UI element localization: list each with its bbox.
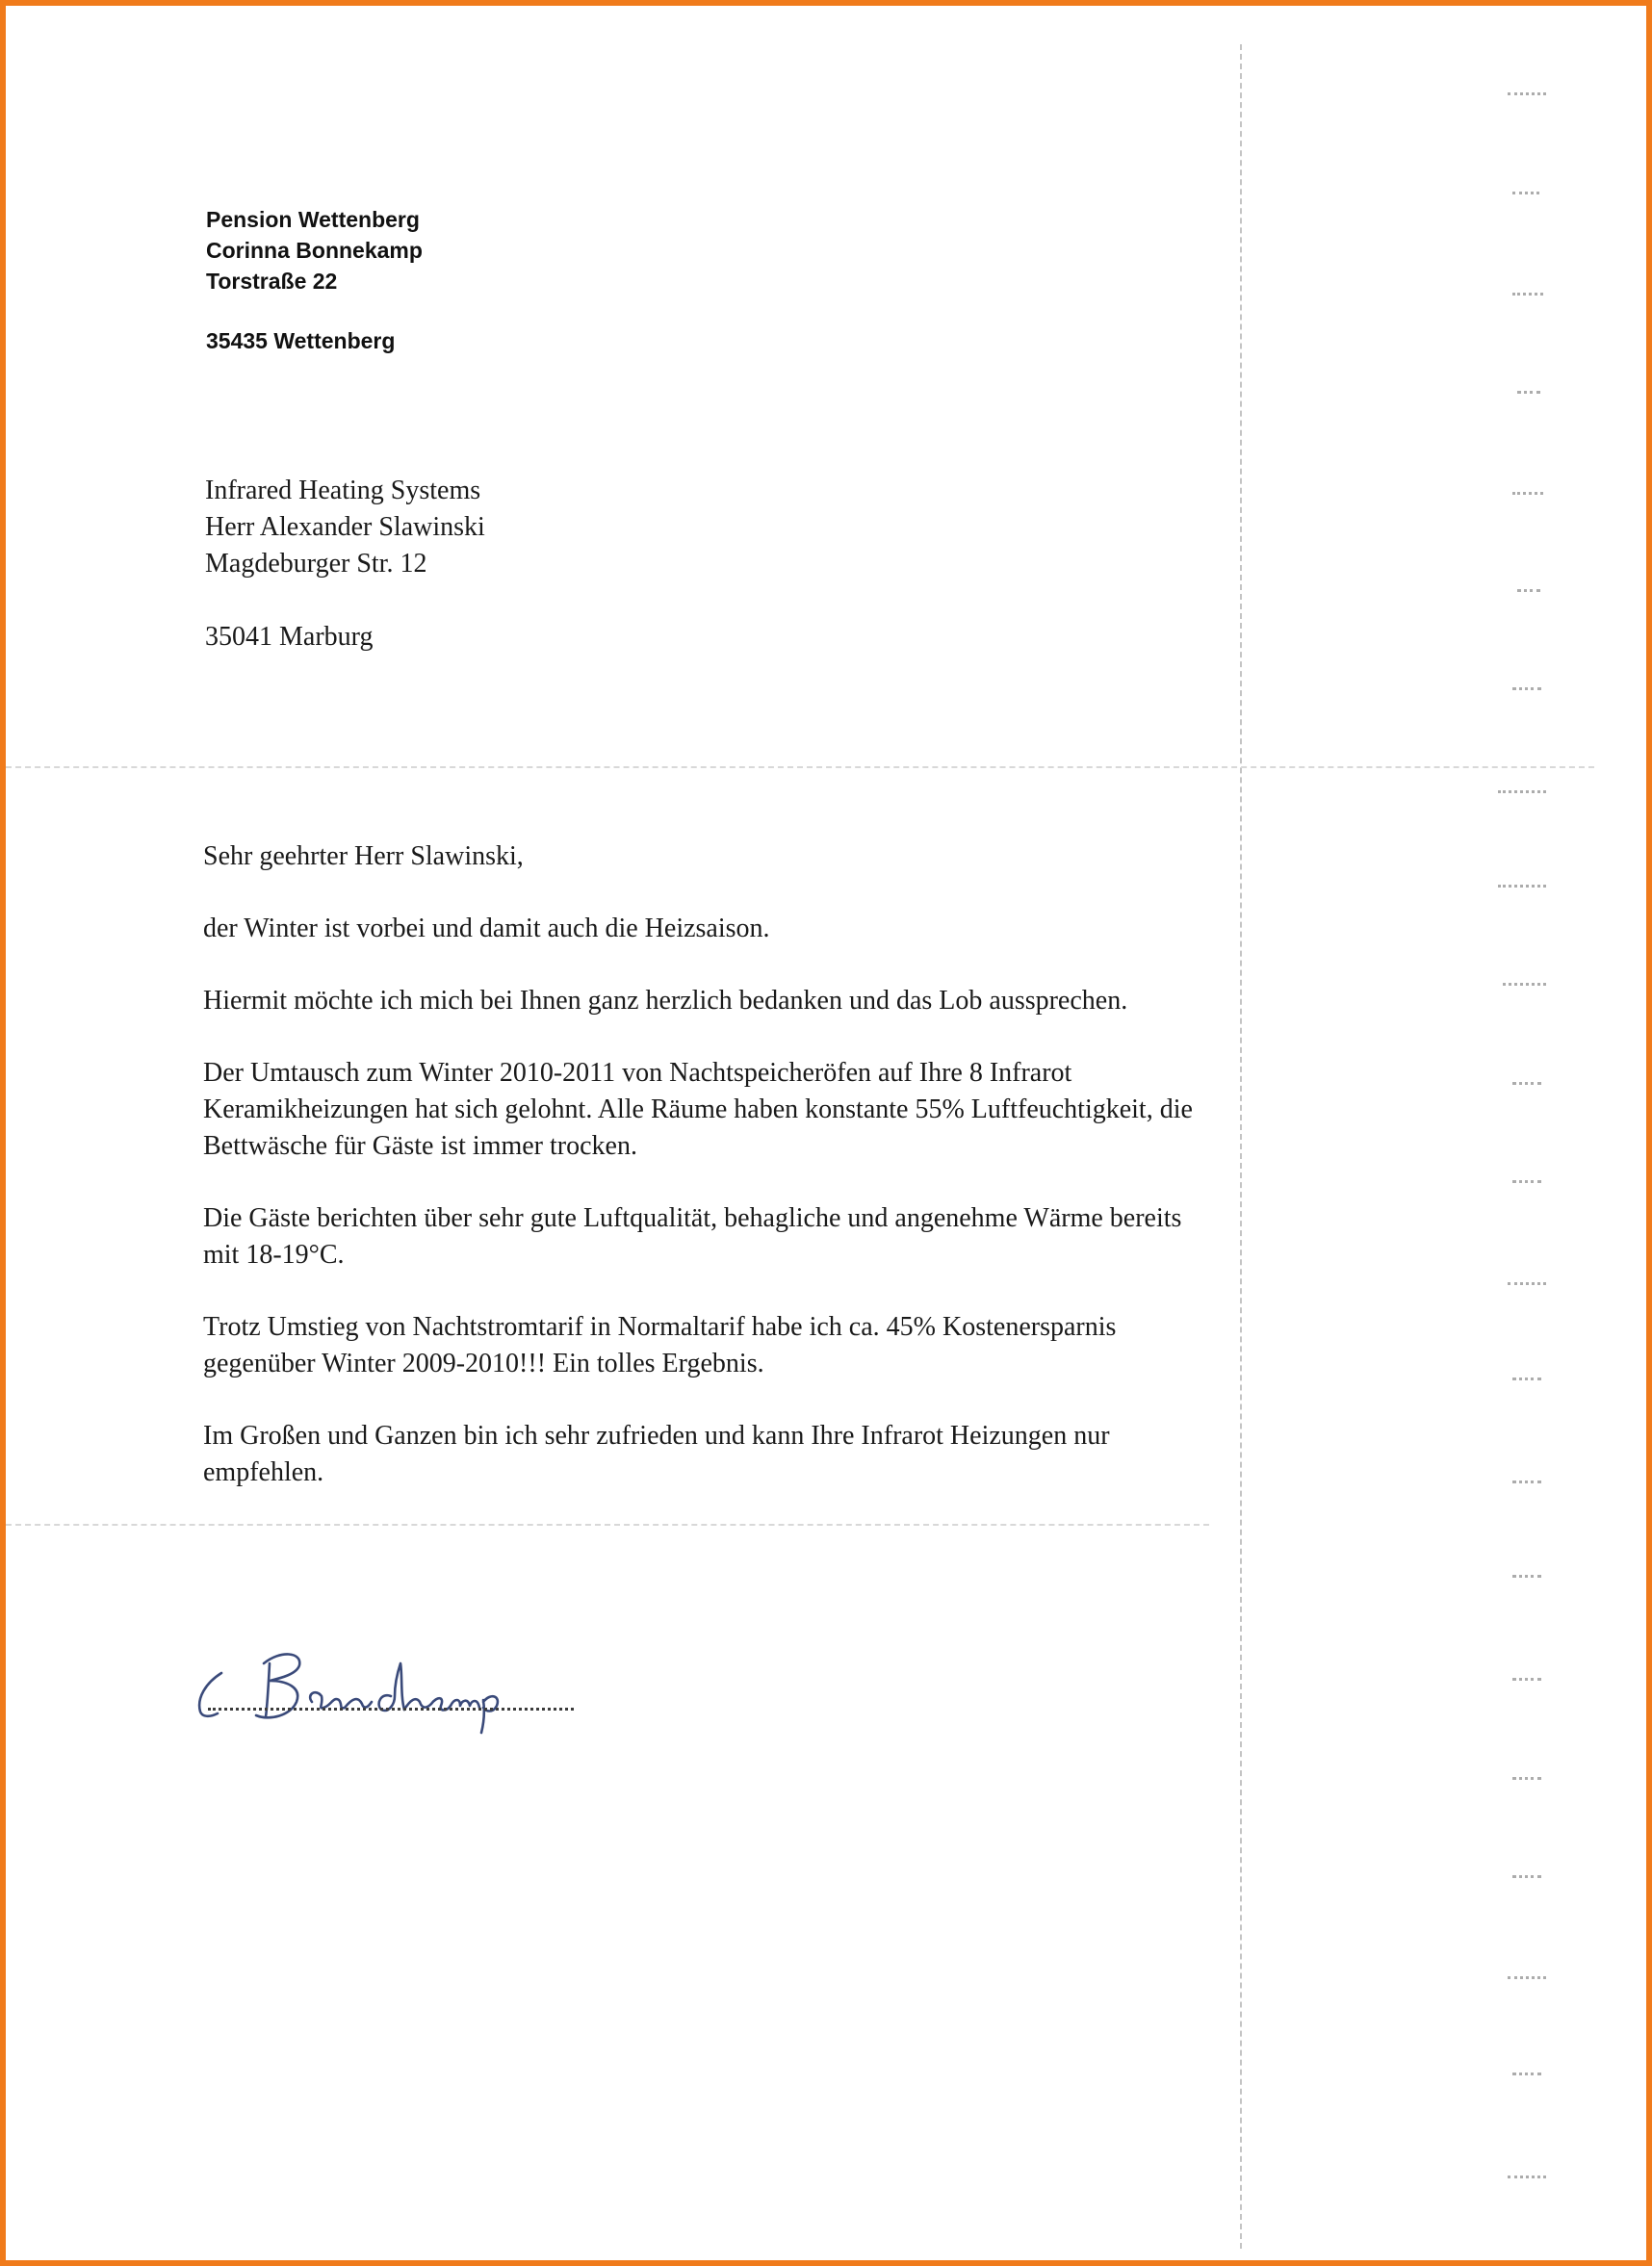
margin-mark	[1512, 1575, 1541, 1581]
margin-mark	[1512, 492, 1543, 498]
paragraph-line: Die Gäste berichten über sehr gute Luftqualität, behagliche und angenehme Wärme bereits	[203, 1203, 1182, 1233]
paragraph	[203, 1055, 1407, 1165]
margin-mark	[1508, 92, 1546, 98]
sender-contact: Corinna Bonnekamp	[206, 238, 423, 263]
signature	[189, 1633, 593, 1738]
salutation: Sehr geehrter Herr Slawinski,	[203, 841, 524, 871]
margin-mark	[1517, 589, 1540, 595]
sender-city: 35435 Wettenberg	[206, 328, 396, 353]
paragraph-line: gegenüber Winter 2009-2010!!! Ein tolles Ergebnis.	[203, 1349, 764, 1378]
paragraph	[203, 1200, 1407, 1274]
margin-mark	[1512, 1082, 1541, 1088]
sender-name: Pension Wettenberg	[206, 207, 420, 232]
paragraph-line: mit 18-19°C.	[203, 1240, 345, 1270]
paragraph-line: Bettwäsche für Gäste ist immer trocken.	[203, 1131, 637, 1161]
margin-mark	[1512, 2073, 1541, 2078]
margin-mark	[1512, 1378, 1541, 1383]
margin-mark	[1512, 1777, 1541, 1783]
paragraph: der Winter ist vorbei und damit auch die Heizsaison.	[203, 914, 770, 943]
margin-mark	[1512, 1875, 1541, 1881]
recipient-contact: Herr Alexander Slawinski	[205, 512, 485, 542]
margin-mark	[1512, 192, 1539, 197]
recipient-company: Infrared Heating Systems	[205, 476, 481, 505]
sender-street: Torstraße 22	[206, 269, 338, 294]
paragraph-line: Im Großen und Ganzen bin ich sehr zufrieden und kann Ihre Infrarot Heizungen nur	[203, 1421, 1110, 1451]
margin-mark	[1508, 1976, 1546, 1982]
margin-mark	[1512, 1481, 1541, 1486]
paragraph	[203, 1418, 1407, 1491]
margin-mark	[1512, 293, 1543, 298]
paragraph: Hiermit möchte ich mich bei Ihnen ganz herzlich bedanken und das Lob aussprechen.	[203, 986, 1128, 1016]
paragraph-line: Trotz Umstieg von Nachtstromtarif in Normaltarif habe ich ca. 45% Kostenersparnis	[203, 1312, 1117, 1342]
margin-mark	[1498, 790, 1546, 796]
margin-mark	[1498, 885, 1546, 890]
paragraph-line: Keramikheizungen hat sich gelohnt. Alle Räume haben konstante 55% Luftfeuchtigkeit, die	[203, 1094, 1193, 1124]
margin-mark	[1512, 687, 1541, 693]
letter-body	[203, 838, 1407, 1527]
handwritten-signature	[189, 1633, 593, 1738]
margin-mark	[1508, 2176, 1546, 2181]
margin-mark	[1512, 1678, 1541, 1684]
recipient-street: Magdeburger Str. 12	[205, 549, 427, 579]
paragraph-line: empfehlen.	[203, 1457, 324, 1487]
margin-mark	[1517, 391, 1540, 397]
margin-mark	[1508, 1282, 1546, 1288]
sender-address	[206, 204, 423, 356]
paragraph	[203, 1309, 1407, 1382]
paragraph-line: Der Umtausch zum Winter 2010-2011 von Nachtspeicheröfen auf Ihre 8 Infrarot	[203, 1058, 1072, 1088]
margin-mark	[1512, 1180, 1541, 1186]
signature-line	[208, 1708, 574, 1711]
recipient-city: 35041 Marburg	[205, 622, 374, 652]
recipient-address	[205, 473, 485, 656]
margin-mark	[1503, 983, 1546, 989]
